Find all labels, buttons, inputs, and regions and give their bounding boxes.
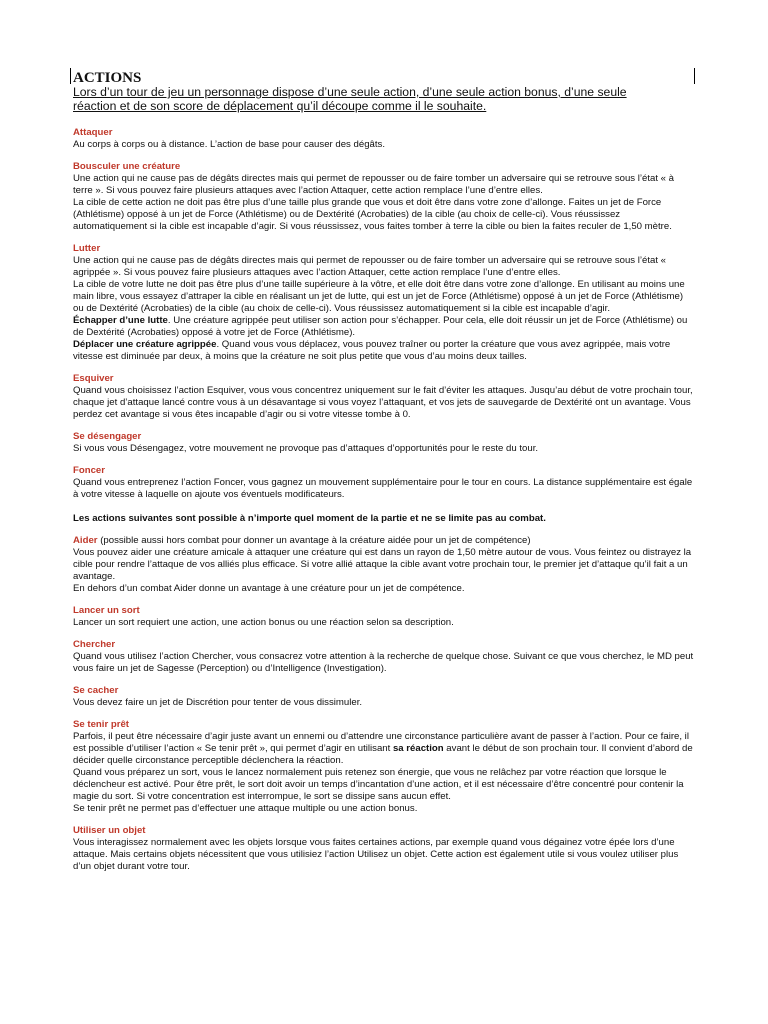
bold-term: Déplacer une créature agrippée bbox=[73, 339, 217, 350]
intro-paragraph: Lors d’un tour de jeu un personnage dispose d’une seule action, d’une seule action bonus, d’une seule réaction et de son score de déplacement qu’il découpe comme il le souhaite. bbox=[73, 85, 627, 113]
section-utiliser-un-objet bbox=[73, 825, 695, 873]
paragraph: Vous interagissez normalement avec les objets lorsque vous faites certaines actions, par exemple quand vous dégainez votre épée lors d’une attaque. Mais certains objets nécessitent que vous utilisiez l’action Utilisez un objet. Cette action est également utile si vous voulez utiliser plus d’un objet durant votre tour. bbox=[73, 837, 679, 872]
section-title: Se tenir prêt bbox=[73, 719, 129, 730]
paragraph: Au corps à corps ou à distance. L’action de base pour causer des dégâts. bbox=[73, 139, 385, 150]
section-title: Lancer un sort bbox=[73, 605, 140, 616]
paragraph: Une action qui ne cause pas de dégâts directes mais qui permet de repousser ou de faire tomber un adversaire qui se retrouve sous l’état « agrippée ». Si vous pouvez faire plusieurs attaques avec l’action Attaquer, cette action remplace l’une d’entre elles. bbox=[73, 255, 667, 278]
section-title: Se désengager bbox=[73, 431, 142, 442]
paragraph: Vous pouvez aider une créature amicale à attaquer une créature qui est dans un rayon de 1,50 mètre autour de vous. Vous feintez ou distrayez la cible pour rendre l’attaque de vos alliés plus efficace. Si votre allié attaque la cible avant votre prochain tour, le premier jet d’attaque qu’il fait a un avantage. bbox=[73, 547, 692, 582]
bold-note: Les actions suivantes sont possible à n’importe quel moment de la partie et ne se limite pas au combat. bbox=[73, 513, 546, 524]
section-attaquer bbox=[73, 127, 695, 151]
section-title: Attaquer bbox=[73, 127, 113, 138]
paragraph: Quand vous préparez un sort, vous le lancez normalement puis retenez son énergie, que vous ne relâchez par votre réaction que lorsque le déclencheur est activé. Pour être prêt, le sort doit avoir un temps d’incantation d’une action, et il est nécessaire d’être concentré pour contenir la magie du sort. Si votre concentration est interrompue, le sort se dissipe sans aucun effet. bbox=[73, 767, 684, 802]
section-aider bbox=[73, 535, 695, 595]
section-lutter bbox=[73, 243, 695, 363]
text-cursor-left bbox=[70, 68, 71, 84]
section-esquiver bbox=[73, 373, 695, 421]
page-title: ACTIONS bbox=[73, 70, 142, 86]
section-chercher bbox=[73, 639, 695, 675]
paragraph: Lancer un sort requiert une action, une action bonus ou une réaction selon sa description. bbox=[73, 617, 454, 628]
paragraph bbox=[73, 339, 695, 363]
section-title: Bousculer une créature bbox=[73, 161, 181, 172]
section-se-desengager bbox=[73, 431, 695, 455]
section-title: Lutter bbox=[73, 243, 101, 254]
paragraph: Quand vous utilisez l’action Chercher, vous consacrez votre attention à la recherche de quelque chose. Suivant ce que vous cherchez, le MD peut vous faire un jet de Sagesse (Perception) ou d’Intelligence (Investigation). bbox=[73, 651, 694, 674]
paragraph-text: . Quand vous vous déplacez, vous pouvez traîner ou porter la créature que vous avez agrippée, mais votre vitesse est diminuée par deux, à moins que la créature ne soit plus petite que vous d’au moins deux tailles. bbox=[73, 339, 671, 362]
section-foncer bbox=[73, 465, 695, 501]
paragraph bbox=[73, 731, 695, 767]
document-page bbox=[73, 66, 695, 873]
paragraph-text: . Une créature agrippée peut utiliser son action pour s’échapper. Pour cela, elle doit réussir un jet de Force (Athlétisme) ou de Dextérité (Acrobaties) opposé à votre jet de Force (Athlétisme). bbox=[73, 315, 688, 338]
paragraph: La cible de cette action ne doit pas être plus d’une taille plus grande que vous et doit être dans votre zone d’allonge. Faites un jet de Force (Athlétisme) opposé à un jet de Force (Athlétisme) ou de Dextérité (Acrobaties) de la cible (au choix de celle-ci). Vous réussissez automatiquement si la cible est incapable d’agir. Si vous réussissez, vous faites tomber à terre la cible ou bien la faites reculer de 1,50 mètre. bbox=[73, 197, 672, 232]
paragraph-text: Parfois, il peut être nécessaire d’agir juste avant un ennemi ou d’attendre une circonstance particulière avant de passer à l’action. Pour ce faire, il est possible d’utiliser l’action « Se tenir prêt », qui permet d’agir en utilisant bbox=[73, 731, 689, 754]
paragraph-text: avant le début de son prochain tour. Il convient d’abord de décider quelle circonstance perceptible déclenchera la réaction. bbox=[73, 743, 693, 766]
bold-term: Échapper d’une lutte bbox=[73, 315, 168, 326]
section-title: Se cacher bbox=[73, 685, 119, 696]
section-se-cacher bbox=[73, 685, 695, 709]
section-title-text: Aider bbox=[73, 535, 98, 546]
paragraph bbox=[73, 315, 695, 339]
section-title: Chercher bbox=[73, 639, 116, 650]
section-title: Esquiver bbox=[73, 373, 114, 384]
paragraph: Se tenir prêt ne permet pas d’effectuer une attaque multiple ou une action bonus. bbox=[73, 803, 418, 814]
paragraph: Quand vous choisissez l’action Esquiver, vous vous concentrez uniquement sur le fait d’éviter les attaques. Jusqu’au début de votre prochain tour, chaque jet d’attaque lancé contre vous à un désavantage si vous voyez l’attaquant, et vos jets de sauvegarde de Dextérité ont un avantage. Vous perdez cet avantage si vous êtes incapable d’agir ou si votre vitesse tombe à 0. bbox=[73, 385, 693, 420]
paragraph: Si vous vous Désengagez, votre mouvement ne provoque pas d’attaques d’opportunités pour le reste du tour. bbox=[73, 443, 539, 454]
paragraph: Une action qui ne cause pas de dégâts directes mais qui permet de repousser ou de faire tomber un adversaire qui se retrouve sous l’état « à terre ». Si vous pouvez faire plusieurs attaques avec l’action Attaquer, cette action remplace l’une d’entre elles. bbox=[73, 173, 675, 196]
paragraph: Quand vous entreprenez l’action Foncer, vous gagnez un mouvement supplémentaire pour le tour en cours. La distance supplémentaire est égale à votre vitesse à laquelle on ajoute vos éventuels modificateurs. bbox=[73, 477, 693, 500]
bold-term: sa réaction bbox=[392, 743, 444, 754]
paragraph: La cible de votre lutte ne doit pas être plus d’une taille supérieure à la vôtre, et elle doit être dans votre zone d’allonge. En utilisant au moins une main libre, vous essayez d’attraper la cible en réalisant un jet de lutte, qui est un jet de Force (Athlétisme) opposé à un jet de Force (Athlétisme) ou de Dextérité (Acrobaties) de la cible (au choix de celle-ci). Vous réussissez automatiquement si la cible est incapable d’agir. bbox=[73, 279, 685, 314]
section-title-suffix: (possible aussi hors combat pour donner un avantage à la créature aidée pour un jet de compétence) bbox=[97, 535, 531, 546]
section-title: Foncer bbox=[73, 465, 105, 476]
section-title: Utiliser un objet bbox=[73, 825, 146, 836]
paragraph: Vous devez faire un jet de Discrétion pour tenter de vous dissimuler. bbox=[73, 697, 363, 708]
section-se-tenir-pret bbox=[73, 719, 695, 815]
paragraph: En dehors d’un combat Aider donne un avantage à une créature pour un jet de compétence. bbox=[73, 583, 465, 594]
section-bousculer bbox=[73, 161, 695, 233]
section-title bbox=[73, 535, 695, 547]
section-lancer-un-sort bbox=[73, 605, 695, 629]
